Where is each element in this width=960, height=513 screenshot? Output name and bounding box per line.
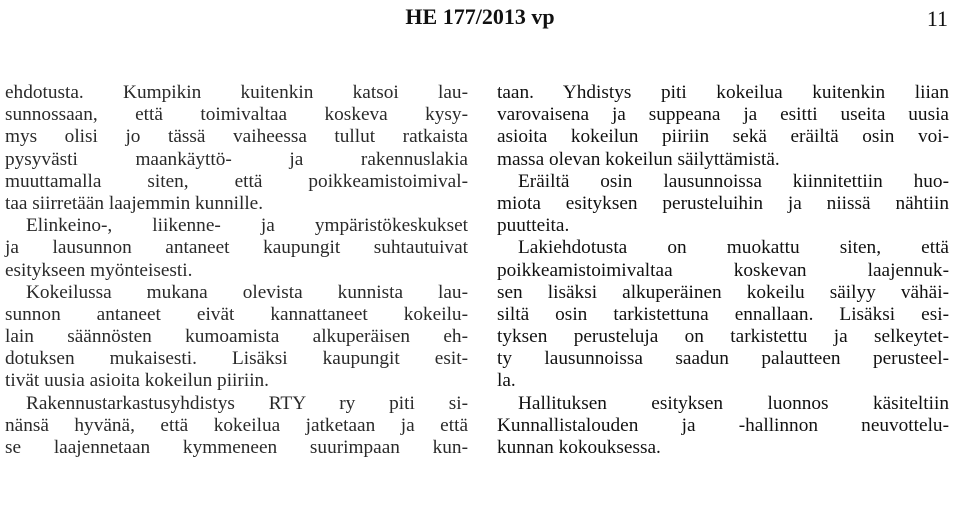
text-line: dotuksen mukaisesti. Lisäksi kaupungit esit- [5, 348, 468, 370]
text-line: massa olevan kokeilun säilyttämistä. [497, 148, 780, 170]
text-line: nänsä hyvänä, että kokeilua jatketaan ja että [5, 414, 468, 436]
text-line: ja lausunnon antaneet kaupungit suhtautuivat [5, 237, 468, 259]
text-line: Elinkeino-, liikenne- ja ympäristökeskukset [26, 215, 468, 237]
text-line: Hallituksen esityksen luonnos käsiteltiin [518, 392, 949, 414]
text-line: ehdotusta. Kumpikin kuitenkin katsoi lau- [5, 82, 468, 103]
left-text-column [5, 82, 468, 459]
text-line: esitykseen myönteisesti. [5, 259, 193, 281]
text-line: siltä osin tarkistettuna ennallaan. Lisäksi esi- [497, 303, 949, 325]
text-line: puutteita. [497, 215, 570, 237]
text-line: tyksen perusteluja on tarkistettu ja selkeytet- [497, 326, 949, 348]
text-line: sen lisäksi alkuperäinen kokeilu säilyy vähäi- [497, 281, 949, 303]
text-line: mys olisi jo tässä vaiheessa tullut ratkaista [5, 126, 468, 148]
text-line: taa siirretään laajemmin kunnille. [5, 192, 264, 214]
text-line: varovaisena ja suppeana ja esitti useita uusia [497, 104, 949, 126]
text-line: sunnon antaneet eivät kannattaneet kokeilu- [5, 303, 468, 325]
document-title: HE 177/2013 vp [405, 4, 555, 29]
text-line: se laajennetaan kymmeneen suurimpaan kun- [5, 437, 468, 458]
text-line: miota esityksen perusteluihin ja niissä nähtiin [497, 192, 949, 214]
text-line: Kokeilussa mukana olevista kunnista lau- [26, 281, 468, 303]
text-line: sunnossaan, että toimivaltaa koskeva kysy- [5, 104, 468, 126]
text-line: ty lausunnoissa saadun palautteen perusteel- [497, 348, 949, 370]
right-text-column [497, 82, 949, 459]
text-line: tivät uusia asioita kokeilun piiriin. [5, 370, 270, 392]
text-line: muuttamalla siten, että poikkeamistoimival- [5, 170, 468, 192]
text-line: asioita kokeilun piiriin sekä eräiltä osin voi- [497, 126, 949, 148]
text-line: kunnan kokouksessa. [497, 437, 661, 458]
page-number: 11 [926, 6, 948, 31]
page-header [0, 2, 960, 32]
text-line: la. [497, 370, 516, 392]
text-line: taan. Yhdistys piti kokeilua kuitenkin liian [497, 82, 949, 103]
text-line: lain säännösten kumoamista alkuperäisen eh- [5, 326, 468, 348]
text-line: pysyvästi maankäyttö- ja rakennuslakia [5, 148, 468, 170]
text-line: Rakennustarkastusyhdistys RTY ry piti si- [26, 392, 468, 414]
text-line: Eräiltä osin lausunnoissa kiinnitettiin huo- [518, 170, 949, 192]
text-line: poikkeamistoimivaltaa koskevan laajennuk- [497, 259, 949, 281]
text-line: Lakiehdotusta on muokattu siten, että [518, 237, 949, 259]
text-line: Kunnallistalouden ja -hallinnon neuvottelu- [497, 414, 949, 436]
